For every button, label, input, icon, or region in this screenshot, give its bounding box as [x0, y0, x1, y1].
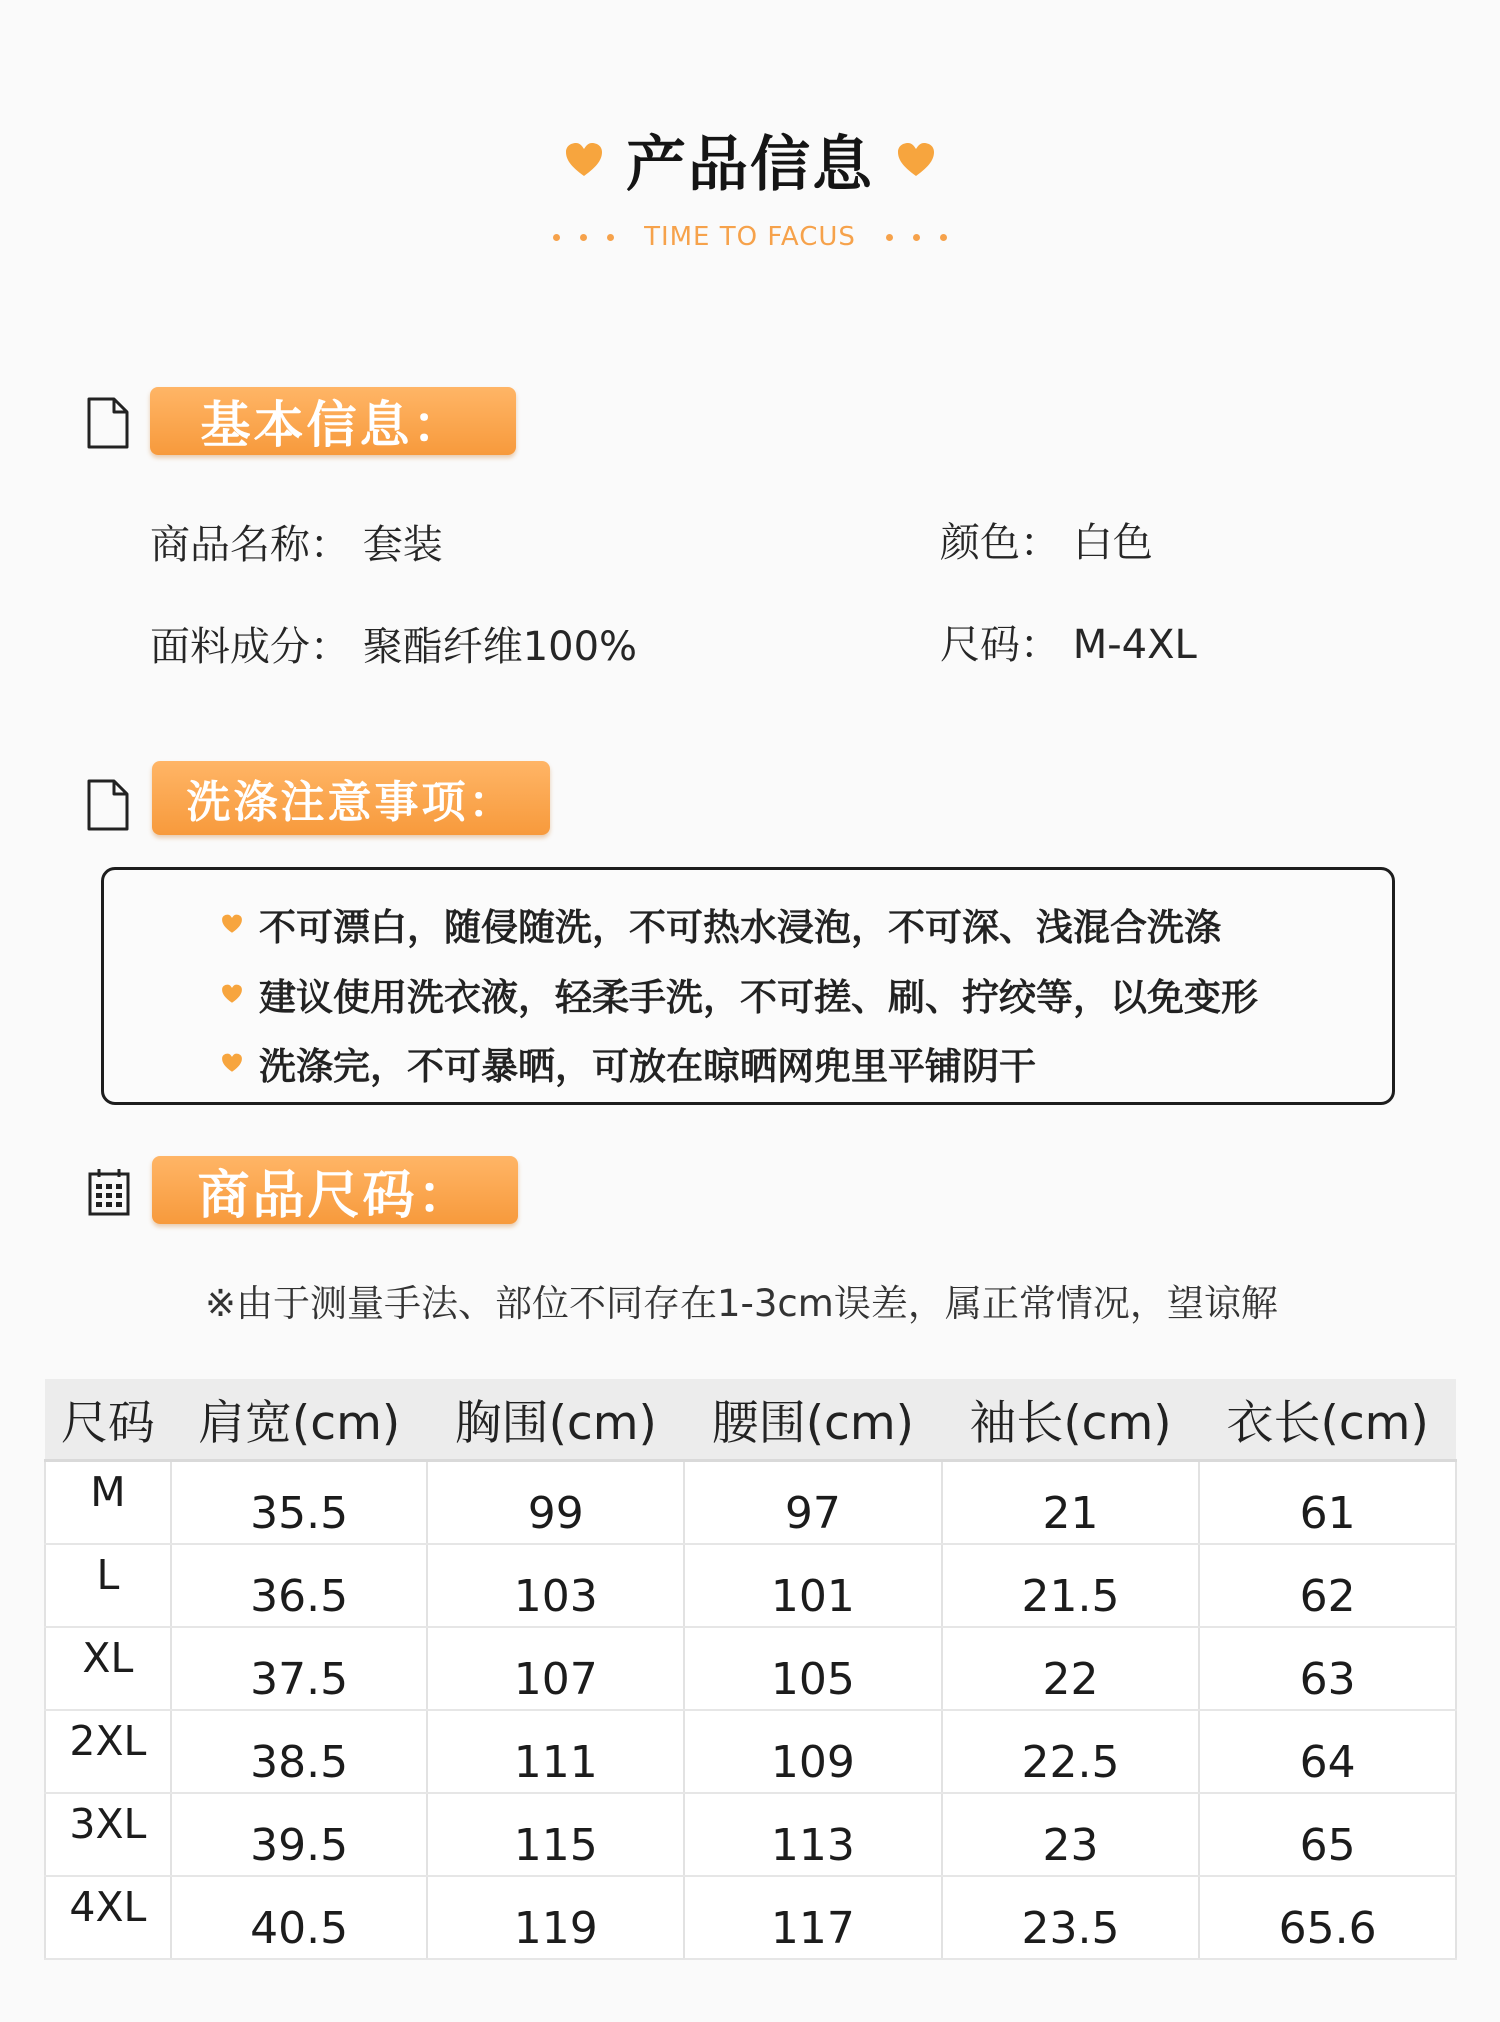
- product-fabric: 面料成分： 聚酯纤维100%: [150, 624, 638, 670]
- table-cell: 117: [684, 1876, 942, 1959]
- wash-line: [221, 899, 1221, 949]
- product-name: 商品名称： 套装: [150, 522, 443, 568]
- size-cell: M: [45, 1461, 171, 1545]
- table-cell: 38.5: [171, 1710, 428, 1793]
- size-table: [44, 1379, 1457, 1960]
- table-cell: 101: [684, 1544, 942, 1627]
- column-header: 肩宽(cm): [171, 1379, 428, 1461]
- table-cell: 113: [684, 1793, 942, 1876]
- table-cell: 64: [1199, 1710, 1456, 1793]
- measurement-note: ※由于测量手法、部位不同存在1-3cm误差，属正常情况，望谅解: [205, 1282, 1278, 1325]
- table-cell: 63: [1199, 1627, 1456, 1710]
- size-cell: XL: [45, 1627, 171, 1710]
- product-color: 颜色： 白色: [940, 520, 1153, 566]
- heart-icon: [564, 140, 604, 180]
- table-cell: 61: [1199, 1461, 1456, 1545]
- document-icon: [86, 396, 130, 450]
- page-title: 产品信息: [626, 130, 874, 200]
- heart-icon: [896, 140, 936, 180]
- heart-icon: [221, 983, 243, 1005]
- column-header: 衣长(cm): [1199, 1379, 1456, 1461]
- table-cell: 21: [942, 1461, 1200, 1545]
- column-header: 袖长(cm): [942, 1379, 1200, 1461]
- table-cell: 109: [684, 1710, 942, 1793]
- table-cell: 40.5: [171, 1876, 428, 1959]
- heart-icon: [221, 913, 243, 935]
- table-cell: 39.5: [171, 1793, 428, 1876]
- table-row: [45, 1793, 1456, 1876]
- table-cell: 21.5: [942, 1544, 1200, 1627]
- wash-line-text: 洗涤完，不可暴晒，可放在晾晒网兜里平铺阴干: [259, 1045, 1036, 1088]
- table-row: [45, 1710, 1456, 1793]
- size-cell: 4XL: [45, 1876, 171, 1959]
- table-cell: 119: [427, 1876, 684, 1959]
- table-cell: 22: [942, 1627, 1200, 1710]
- column-header: 腰围(cm): [684, 1379, 942, 1461]
- column-header: 胸围(cm): [427, 1379, 684, 1461]
- table-cell: 97: [684, 1461, 942, 1545]
- section-badge-wash: 洗涤注意事项：: [152, 761, 550, 835]
- table-row: [45, 1461, 1456, 1545]
- wash-line: [221, 1038, 1036, 1088]
- table-row: [45, 1544, 1456, 1627]
- table-cell: 36.5: [171, 1544, 428, 1627]
- wash-line-text: 建议使用洗衣液，轻柔手洗，不可搓、刷、拧绞等，以免变形: [259, 976, 1258, 1019]
- size-cell: L: [45, 1544, 171, 1627]
- page-subtitle: TIME TO FACUS: [644, 222, 856, 252]
- table-cell: 105: [684, 1627, 942, 1710]
- calendar-icon: [88, 1168, 130, 1216]
- wash-line-text: 不可漂白，随侵随洗，不可热水浸泡，不可深、浅混合洗涤: [259, 906, 1221, 949]
- table-cell: 111: [427, 1710, 684, 1793]
- wash-line: [221, 969, 1258, 1019]
- table-cell: 23.5: [942, 1876, 1200, 1959]
- column-header: 尺码: [45, 1379, 171, 1461]
- size-cell: 3XL: [45, 1793, 171, 1876]
- table-cell: 62: [1199, 1544, 1456, 1627]
- dots-decoration: [886, 234, 947, 241]
- table-cell: 65.6: [1199, 1876, 1456, 1959]
- wash-instructions-box: [101, 867, 1395, 1105]
- table-row: [45, 1627, 1456, 1710]
- table-row: [45, 1876, 1456, 1959]
- table-cell: 37.5: [171, 1627, 428, 1710]
- product-size-range: 尺码： M-4XL: [940, 622, 1197, 668]
- table-cell: 22.5: [942, 1710, 1200, 1793]
- table-cell: 23: [942, 1793, 1200, 1876]
- table-cell: 65: [1199, 1793, 1456, 1876]
- dots-decoration: [553, 234, 614, 241]
- document-icon: [86, 778, 130, 832]
- table-cell: 115: [427, 1793, 684, 1876]
- section-badge-size: 商品尺码：: [152, 1156, 518, 1224]
- section-badge-basic-info: 基本信息：: [150, 387, 516, 455]
- page-header: [0, 120, 1500, 200]
- page-subtitle-row: [0, 222, 1500, 252]
- table-cell: 35.5: [171, 1461, 428, 1545]
- heart-icon: [221, 1052, 243, 1074]
- table-cell: 107: [427, 1627, 684, 1710]
- table-header-row: [45, 1379, 1456, 1461]
- table-cell: 99: [427, 1461, 684, 1545]
- table-cell: 103: [427, 1544, 684, 1627]
- size-cell: 2XL: [45, 1710, 171, 1793]
